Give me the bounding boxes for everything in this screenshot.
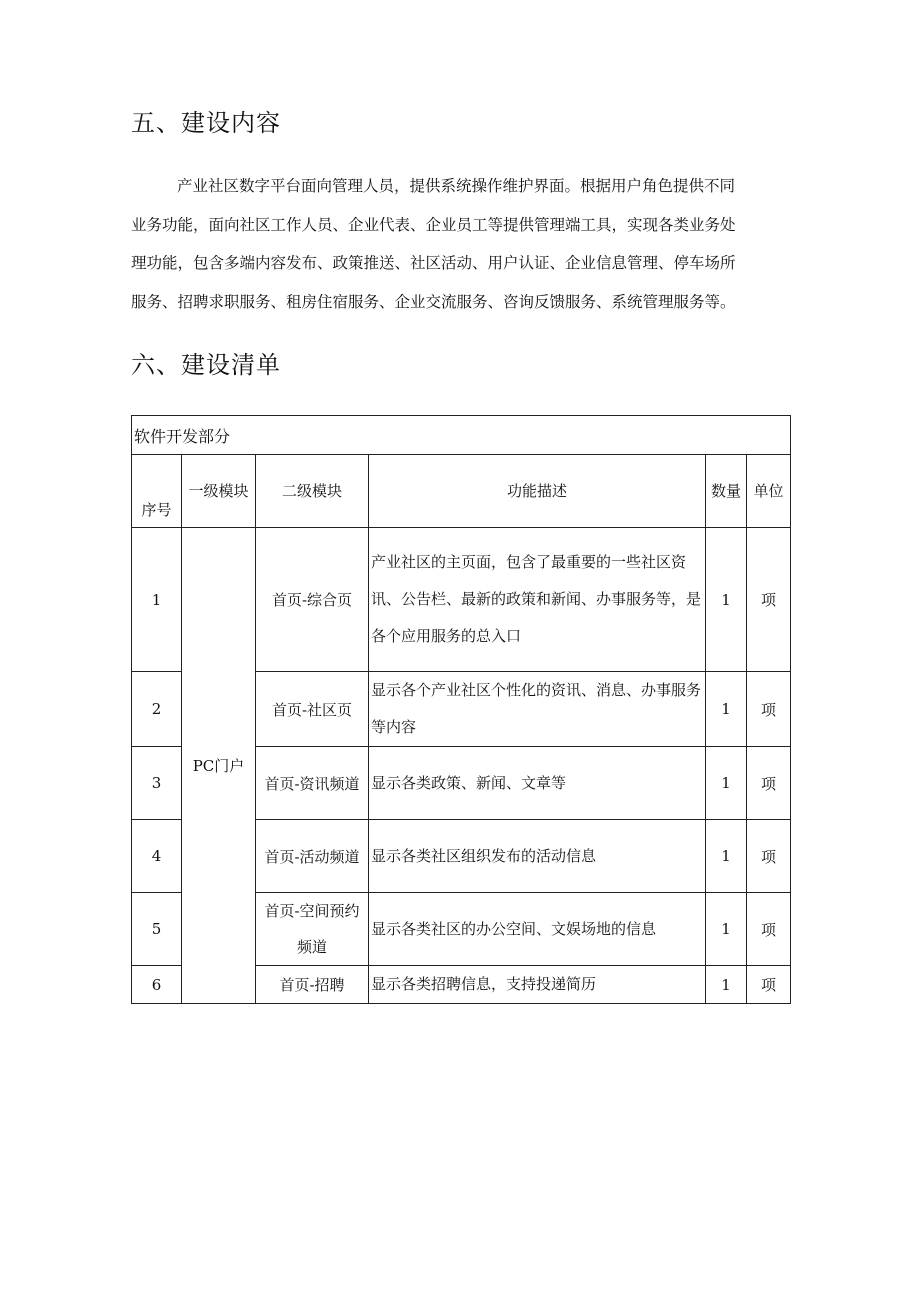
cell-level2: 首页-活动频道 [256,820,369,893]
cell-level2: 首页-空间预约频道 [256,893,369,966]
header-description: 功能描述 [369,455,706,528]
section-5-heading: 五、建设内容 [131,109,281,137]
cell-level2: 首页-招聘 [256,966,369,1004]
section-6-heading: 六、建设清单 [131,351,281,379]
paragraph-line: 服务、招聘求职服务、租房住宿服务、企业交流服务、咨询反馈服务、系统管理服务等。 [131,292,736,311]
cell-description: 显示各类招聘信息，支持投递简历 [369,966,706,1004]
table-header-row [132,455,791,528]
cell-quantity: 1 [706,528,747,672]
paragraph-line: 产业社区数字平台面向管理人员，提供系统操作维护界面。根据用户角色提供不同 [177,177,736,195]
construction-list-table [131,415,791,1004]
table-section-row [132,416,791,455]
cell-level2: 首页-资讯频道 [256,747,369,820]
cell-index: 4 [132,820,182,893]
cell-description: 显示各个产业社区个性化的资讯、消息、办事服务等内容 [369,672,706,747]
cell-unit: 项 [747,747,791,820]
section-5-paragraph [131,167,791,321]
cell-level1: PC门户 [182,528,256,1004]
cell-description: 产业社区的主页面，包含了最重要的一些社区资讯、公告栏、最新的政策和新闻、办事服务等，是各个应用服务的总入口 [369,528,706,672]
cell-unit: 项 [747,966,791,1004]
cell-description: 显示各类社区组织发布的活动信息 [369,820,706,893]
header-level1: 一级模块 [182,455,256,528]
cell-quantity: 1 [706,966,747,1004]
cell-quantity: 1 [706,747,747,820]
header-level2: 二级模块 [256,455,369,528]
cell-description: 显示各类社区的办公空间、文娱场地的信息 [369,893,706,966]
header-quantity: 数量 [706,455,747,528]
paragraph-line: 理功能，包含多端内容发布、政策推送、社区活动、用户认证、企业信息管理、停车场所 [131,254,736,272]
header-unit: 单位 [747,455,791,528]
cell-index: 3 [132,747,182,820]
cell-quantity: 1 [706,672,747,747]
cell-unit: 项 [747,672,791,747]
cell-index: 2 [132,672,182,747]
cell-quantity: 1 [706,893,747,966]
cell-index: 5 [132,893,182,966]
cell-level2: 首页-综合页 [256,528,369,672]
cell-level2: 首页-社区页 [256,672,369,747]
cell-description: 显示各类政策、新闻、文章等 [369,747,706,820]
cell-index: 1 [132,528,182,672]
cell-unit: 项 [747,820,791,893]
table-row [132,528,791,672]
header-index: 序号 [132,455,182,528]
section-label: 软件开发部分 [132,416,791,455]
cell-unit: 项 [747,893,791,966]
paragraph-line: 业务功能，面向社区工作人员、企业代表、企业员工等提供管理端工具，实现各类业务处 [131,215,736,234]
cell-index: 6 [132,966,182,1004]
cell-quantity: 1 [706,820,747,893]
cell-unit: 项 [747,528,791,672]
